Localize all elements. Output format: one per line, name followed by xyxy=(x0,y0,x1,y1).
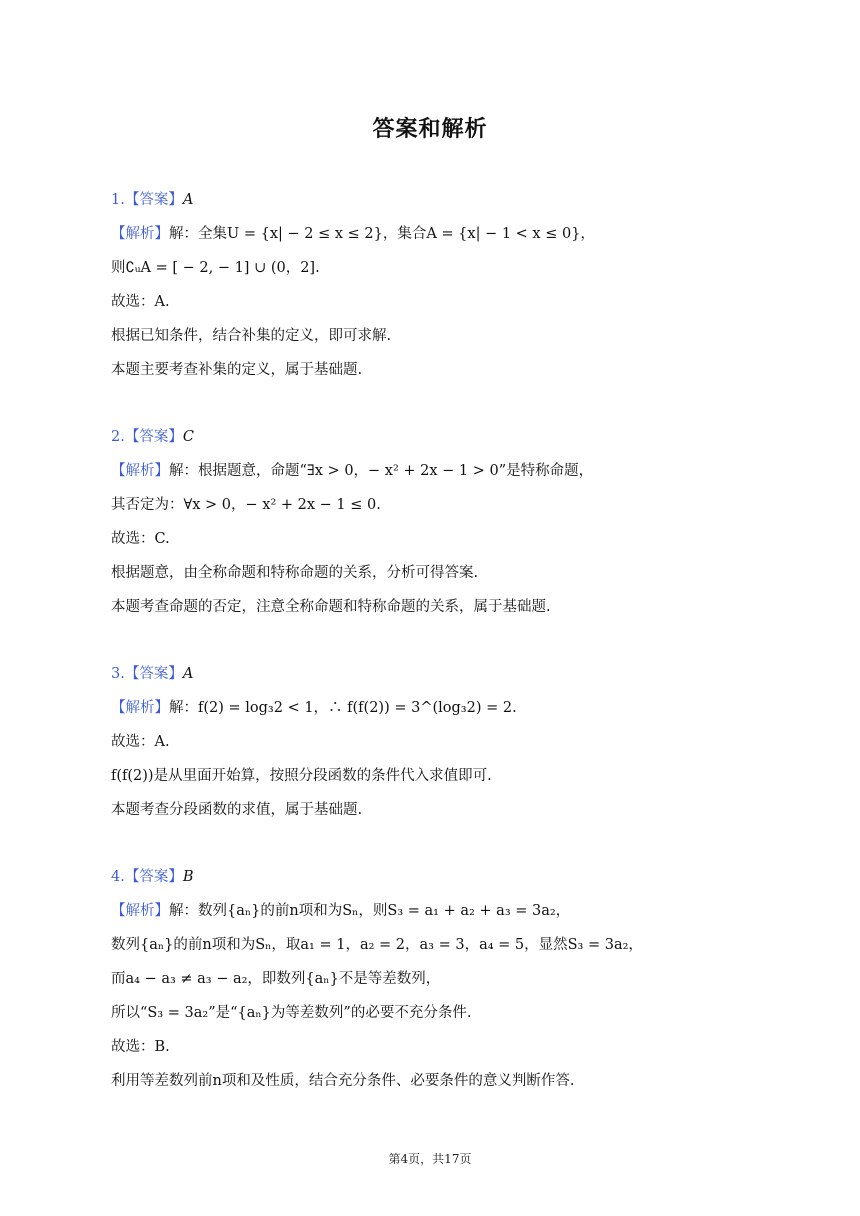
analysis-tag: 【解析】 xyxy=(111,463,169,479)
answer-tag: 【答案】 xyxy=(124,869,183,885)
analysis-text: 故选：C. xyxy=(111,531,170,547)
question-4-analysis-line xyxy=(111,901,570,921)
analysis-text: 所以“S₃ = 3a₂”是“{aₙ}为等差数列”的必要不充分条件. xyxy=(111,1005,472,1021)
question-4-answer-line xyxy=(111,867,194,887)
question-number: 3. xyxy=(111,666,125,682)
analysis-tag: 【解析】 xyxy=(111,903,169,919)
answer-value: B xyxy=(182,869,194,885)
question-2-answer-line xyxy=(111,427,194,447)
answer-tag: 【答案】 xyxy=(124,666,183,682)
page-title: 答案和解析 xyxy=(372,117,488,142)
analysis-text: 根据题意，由全称命题和特称命题的关系，分析可得答案. xyxy=(111,565,479,581)
analysis-text: 解：数列{aₙ}的前n项和为Sₙ，则S₃ = a₁ + a₂ + a₃ = 3a₂， xyxy=(169,903,571,919)
analysis-text: 本题考查命题的否定，注意全称命题和特称命题的关系，属于基础题. xyxy=(111,599,551,615)
question-3-analysis-line xyxy=(111,698,517,718)
analysis-text: f(f(2))是从里面开始算，按照分段函数的条件代入求值即可. xyxy=(111,768,492,784)
analysis-text: 利用等差数列前n项和及性质，结合充分条件、必要条件的意义判断作答. xyxy=(111,1073,575,1089)
analysis-text: 故选：B. xyxy=(111,1039,170,1055)
analysis-text: 本题考查分段函数的求值，属于基础题. xyxy=(111,802,363,818)
question-number: 4. xyxy=(111,869,125,885)
analysis-text: 而a₄ − a₃ ≠ a₃ − a₂，即数列{aₙ}不是等差数列， xyxy=(111,971,441,987)
analysis-tag: 【解析】 xyxy=(111,226,169,242)
answer-value: C xyxy=(182,429,194,445)
question-number: 1. xyxy=(111,192,125,208)
page-footer: 第4页，共17页 xyxy=(388,1152,472,1166)
question-1-analysis-line xyxy=(111,224,595,244)
question-number: 2. xyxy=(111,429,125,445)
analysis-text: 解：f(2) = log₃2 < 1，∴ f(f(2)) = 3^(log₃2) = 2. xyxy=(169,700,517,716)
answer-value: A xyxy=(182,192,194,208)
question-2-analysis-line xyxy=(111,461,593,481)
analysis-text: 解：根据题意，命题“∃x > 0，− x² + 2x − 1 > 0”是特称命题， xyxy=(169,463,594,479)
analysis-text: 根据已知条件，结合补集的定义，即可求解. xyxy=(111,328,392,344)
analysis-text: 故选：A. xyxy=(111,294,170,310)
analysis-text: 其否定为：∀x > 0，− x² + 2x − 1 ≤ 0. xyxy=(111,497,381,513)
analysis-text: 本题主要考查补集的定义，属于基础题. xyxy=(111,362,363,378)
analysis-text: 则∁ᵤA = [ − 2, − 1] ∪ (0，2]. xyxy=(111,260,320,276)
analysis-text: 解：全集U = {x| − 2 ≤ x ≤ 2}，集合A = {x| − 1 < x ≤ 0}， xyxy=(169,226,595,242)
answer-tag: 【答案】 xyxy=(124,429,183,445)
analysis-tag: 【解析】 xyxy=(111,700,169,716)
analysis-text: 故选：A. xyxy=(111,734,170,750)
question-1-answer-line xyxy=(111,190,193,210)
analysis-text: 数列{aₙ}的前n项和为Sₙ，取a₁ = 1，a₂ = 2，a₃ = 3，a₄ = 5，显然S₃ = 3a₂， xyxy=(111,937,643,953)
answer-value: A xyxy=(182,666,194,682)
answer-tag: 【答案】 xyxy=(124,192,183,208)
question-3-answer-line xyxy=(111,664,193,684)
